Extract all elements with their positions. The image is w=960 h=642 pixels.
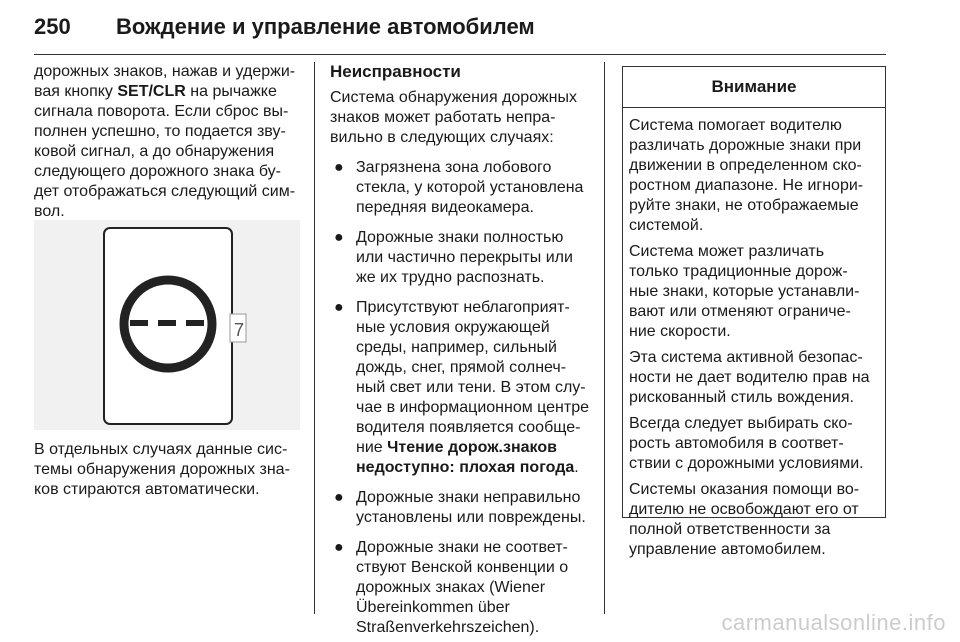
text-line: вильно в следующих случаях: (330, 129, 554, 146)
text-segment: установлены или повреждены. (356, 509, 586, 526)
bullet-dot-icon: ● (334, 159, 344, 176)
section-intro (330, 88, 598, 148)
text-segment: ковой сигнал, а до обнаружения (34, 143, 275, 160)
watermark: carmanualsonline.info (721, 610, 946, 635)
page-number: 250 (34, 14, 71, 39)
text-line: руйте знаки, не отображаемые (629, 197, 859, 214)
bullet-item (330, 158, 598, 218)
text-line (356, 578, 598, 598)
text-segment: же их трудно распознать. (356, 269, 545, 286)
text-line (356, 248, 598, 268)
text-line: Система может различать (629, 243, 825, 260)
text-line: темы обнаружения дорожных зна- (34, 461, 290, 478)
page-header (34, 14, 886, 55)
figure-label: 7 (234, 320, 245, 340)
text-segment: . (574, 459, 579, 476)
text-line: рость автомобиля в соответ- (629, 435, 844, 452)
page-title: Вождение и управление автомобилем (116, 14, 535, 39)
text-segment: дорожных знаках (Wiener (356, 579, 546, 596)
text-segment: ствуют Венской конвенции о (356, 559, 569, 576)
warning-body (623, 108, 885, 560)
text-line: ствии с дорожными условиями. (629, 455, 864, 472)
text-line (356, 378, 598, 398)
text-line: Системы оказания помощи во- (629, 481, 860, 498)
text-line (356, 268, 598, 288)
text-segment: Übereinkommen über (356, 599, 510, 616)
bold-text: SET/CLR (117, 83, 186, 100)
bold-text: недоступно: плохая погода (356, 459, 575, 476)
bullet-item (330, 538, 598, 638)
text-line (34, 202, 302, 222)
text-line: ков стираются автоматически. (34, 481, 260, 498)
text-segment: Дорожные знаки полностью (356, 229, 564, 246)
text-line: рискованный стиль вождения. (629, 389, 854, 406)
bullet-item (330, 228, 598, 288)
text-segment: дорожных знаков, нажав и удержи- (34, 63, 296, 80)
text-segment: передняя видеокамера. (356, 199, 534, 216)
warning-paragraph (629, 414, 885, 474)
text-segment: ные условия окружающей (356, 319, 550, 336)
text-segment: среды, например, сильный (356, 339, 557, 356)
sign-dash (158, 320, 176, 326)
text-line (356, 178, 598, 198)
text-line (34, 162, 302, 182)
malfunctions-section (330, 62, 598, 638)
text-line (356, 228, 598, 248)
bullet-dot-icon: ● (334, 299, 344, 316)
warning-title: Внимание (623, 67, 885, 108)
text-line (34, 142, 302, 162)
text-line (356, 418, 598, 438)
text-segment: на рычажке (185, 83, 277, 100)
text-segment: Дорожные знаки неправильно (356, 489, 581, 506)
text-segment: или частично перекрыты или (356, 249, 573, 266)
text-segment: сигнала поворота. Если сброс вы- (34, 103, 289, 120)
text-line (34, 182, 302, 202)
text-line (356, 598, 598, 618)
text-line (356, 458, 598, 478)
text-line: дителю не освобождают его от (629, 501, 859, 518)
text-line (356, 338, 598, 358)
text-line (34, 62, 302, 82)
text-segment: Straßenverkehrszeichen). (356, 619, 540, 636)
bullet-dot-icon: ● (334, 229, 344, 246)
text-line (34, 122, 302, 142)
bullet-dot-icon: ● (334, 489, 344, 506)
text-segment: вая кнопку (34, 83, 118, 100)
bullet-list (330, 158, 598, 638)
text-line: Всегда следует выбирать ско- (629, 415, 853, 432)
text-segment: Дорожные знаки не соответ- (356, 539, 568, 556)
text-line: только традиционные дорож- (629, 263, 848, 280)
text-line: Система обнаружения дорожных (330, 89, 577, 106)
text-segment: стекла, у которой установлена (356, 179, 584, 196)
text-line: различать дорожные знаки при (629, 137, 862, 154)
text-line (356, 158, 598, 178)
text-line (356, 198, 598, 218)
text-line: ние скорости. (629, 323, 731, 340)
figure-label-box (230, 314, 246, 342)
text-line: ные знаки, которые устанавли- (629, 283, 860, 300)
text-segment: дет отображаться следующий сим- (34, 183, 296, 200)
text-line (356, 318, 598, 338)
text-line: Эта система активной безопас- (629, 349, 863, 366)
text-line (34, 102, 302, 122)
bullet-item (330, 488, 598, 528)
text-line (356, 438, 598, 458)
text-segment: Присутствуют неблагоприят- (356, 299, 570, 316)
text-segment: вол. (34, 203, 65, 220)
text-line (356, 358, 598, 378)
warning-paragraph (629, 116, 885, 236)
figure-panel (34, 220, 300, 430)
section-heading: Неисправности (330, 62, 461, 81)
text-segment: дождь, снег, прямой солнеч- (356, 359, 567, 376)
bullet-item (330, 298, 598, 478)
text-line: полной ответственности за (629, 521, 831, 538)
column-divider (314, 62, 315, 614)
figure-caption (34, 440, 302, 500)
text-line: знаков может работать непра- (330, 109, 556, 126)
text-line: управление автомобилем. (629, 541, 826, 558)
traffic-sign-figure (34, 220, 300, 430)
text-line: системой. (629, 217, 704, 234)
text-line (356, 488, 598, 508)
text-line: В отдельных случаях данные сис- (34, 441, 288, 458)
text-line: ростном диапазоне. Не игнори- (629, 177, 864, 194)
warning-box (622, 66, 886, 558)
bold-text: Чтение дорож.знаков (387, 439, 557, 456)
text-line: движении в определенном ско- (629, 157, 862, 174)
text-line (356, 398, 598, 418)
col1-intro-text (34, 62, 302, 222)
column-divider (604, 62, 605, 614)
text-line (34, 82, 302, 102)
sign-dash (186, 320, 204, 326)
text-segment: Загрязнена зона лобового (356, 159, 552, 176)
warning-paragraph (629, 242, 885, 342)
text-segment: ние (356, 439, 388, 456)
text-segment: водителя появляется сообще- (356, 419, 581, 436)
text-line (356, 618, 598, 638)
text-segment: ный свет или тени. В этом слу- (356, 379, 586, 396)
sign-dash (130, 320, 148, 326)
text-segment: полнен успешно, то подается зву- (34, 123, 286, 140)
text-line: Система помогает водителю (629, 117, 842, 134)
text-line (356, 298, 598, 318)
text-line (356, 508, 598, 528)
warning-paragraph (629, 348, 885, 408)
text-segment: чае в информационном центре (356, 399, 590, 416)
text-line: вают или отменяют ограниче- (629, 303, 851, 320)
text-line (356, 558, 598, 578)
text-line (356, 538, 598, 558)
text-segment: следующего дорожного знака бу- (34, 163, 281, 180)
text-line: ности не дает водителю прав на (629, 369, 870, 386)
bullet-dot-icon: ● (334, 539, 344, 556)
warning-paragraph (629, 480, 885, 560)
